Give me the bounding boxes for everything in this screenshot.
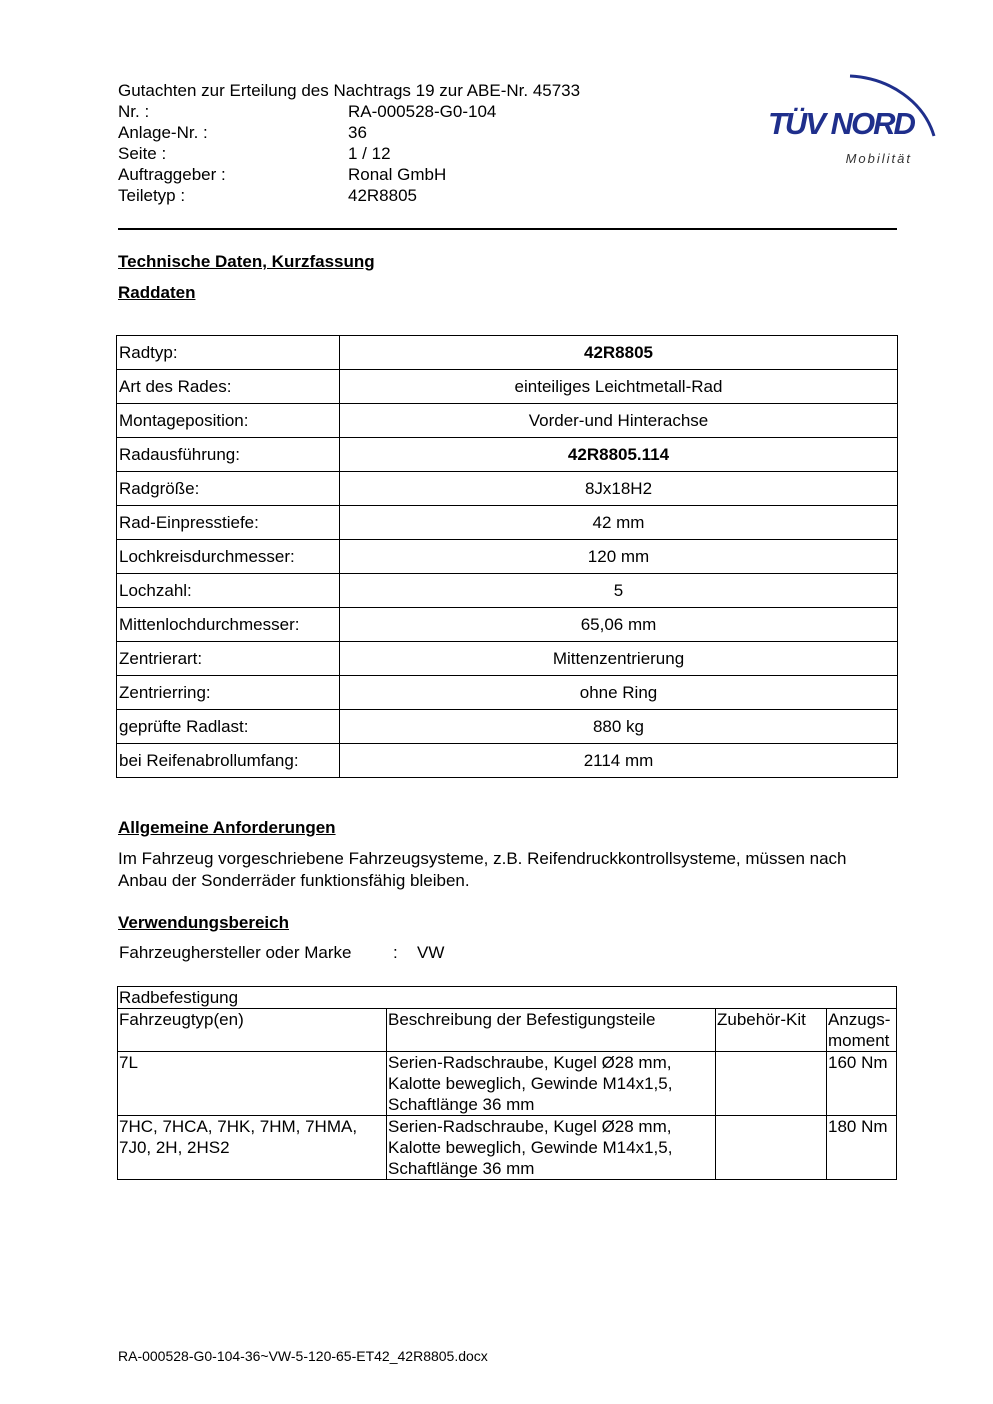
header-row-anlage (118, 122, 580, 143)
row-label: Lochzahl: (117, 574, 340, 608)
header-label: Seite : (118, 144, 167, 163)
row-value: 42 mm (340, 506, 898, 540)
row-value: 42R8805 (340, 336, 898, 370)
header-label: Nr. : (118, 102, 150, 121)
vehicle-type-cell: 7HC, 7HCA, 7HK, 7HM, 7HMA, 7J0, 2H, 2HS2 (118, 1116, 387, 1180)
header-label: Teiletyp : (118, 186, 186, 205)
header-label: Anlage-Nr. : (118, 123, 208, 142)
tuev-nord-logo (762, 56, 942, 172)
row-label: Radtyp: (117, 336, 340, 370)
row-value: 5 (340, 574, 898, 608)
table-row (117, 574, 898, 608)
row-value: Vorder-und Hinterachse (340, 404, 898, 438)
requirements-paragraph: Im Fahrzeug vorgeschriebene Fahrzeugsysteme, z.B. Reifendruckkontrollsysteme, müssen nach Anbau der Sonderräder funktionsfähig bleiben. (118, 849, 847, 890)
table-row (117, 472, 898, 506)
table-row (117, 540, 898, 574)
section-heading-technische-daten: Technische Daten, Kurzfassung (118, 252, 375, 271)
header-label: Auftraggeber : (118, 165, 226, 184)
table-header-row (118, 1009, 897, 1052)
description-cell: Serien-Radschraube, Kugel Ø28 mm, Kalotte beweglich, Gewinde M14x1,5, Schaftlänge 36 mm (387, 1052, 716, 1116)
row-value: 2114 mm (340, 744, 898, 778)
table-title-row (118, 987, 897, 1009)
maker-separator: : (393, 943, 398, 962)
section-heading-allgemeine-anforderungen: Allgemeine Anforderungen (118, 818, 336, 837)
row-value: 120 mm (340, 540, 898, 574)
row-label: Lochkreisdurchmesser: (117, 540, 340, 574)
row-value: 65,06 mm (340, 608, 898, 642)
logo-brand: TÜV NORD (768, 106, 914, 141)
maker-value: VW (417, 943, 445, 962)
vehicle-maker-line (119, 943, 444, 963)
header-value: 1 / 12 (348, 144, 391, 163)
row-value: 42R8805.114 (340, 438, 898, 472)
vehicle-type-cell: 7L (118, 1052, 387, 1116)
table-row (118, 1116, 897, 1180)
kit-cell (716, 1116, 827, 1180)
header-row-nr (118, 101, 580, 122)
row-label: Mittenlochdurchmesser: (117, 608, 340, 642)
header-divider (118, 228, 897, 230)
row-label: Rad-Einpresstiefe: (117, 506, 340, 540)
maker-label: Fahrzeughersteller oder Marke (119, 943, 352, 962)
row-label: Montageposition: (117, 404, 340, 438)
document-header (118, 80, 580, 206)
row-value: einteiliges Leichtmetall-Rad (340, 370, 898, 404)
table-row (117, 336, 898, 370)
column-header: Anzugs-moment (827, 1009, 897, 1052)
wheel-data-table (116, 335, 898, 778)
table-row (117, 744, 898, 778)
section-heading-verwendungsbereich: Verwendungsbereich (118, 913, 289, 932)
header-value: RA-000528-G0-104 (348, 102, 497, 121)
table-row (117, 438, 898, 472)
torque-cell: 160 Nm (827, 1052, 897, 1116)
row-value: ohne Ring (340, 676, 898, 710)
row-label: Zentrierring: (117, 676, 340, 710)
row-value: 8Jx18H2 (340, 472, 898, 506)
header-row-auftraggeber (118, 164, 580, 185)
table-title: Radbefestigung (118, 987, 897, 1009)
description-cell: Serien-Radschraube, Kugel Ø28 mm, Kalotte beweglich, Gewinde M14x1,5, Schaftlänge 36 mm (387, 1116, 716, 1180)
header-value: 42R8805 (348, 186, 418, 205)
table-row (117, 642, 898, 676)
wheel-fixing-table (117, 986, 897, 1180)
row-label: geprüfte Radlast: (117, 710, 340, 744)
torque-cell: 180 Nm (827, 1116, 897, 1180)
header-title: Gutachten zur Erteilung des Nachtrags 19 zur ABE-Nr. 45733 (118, 81, 581, 100)
header-value: Ronal GmbH (348, 165, 447, 184)
header-row-teiletyp (118, 185, 580, 206)
row-value: 880 kg (340, 710, 898, 744)
column-header: Fahrzeugtyp(en) (118, 1009, 387, 1052)
header-value: 36 (348, 123, 367, 142)
row-label: Radausführung: (117, 438, 340, 472)
table-row (117, 608, 898, 642)
section-heading-raddaten: Raddaten (118, 283, 196, 302)
column-header: Beschreibung der Befestigungsteile (387, 1009, 716, 1052)
table-row (117, 506, 898, 540)
table-row (117, 370, 898, 404)
row-label: Art des Rades: (117, 370, 340, 404)
row-label: Radgröße: (117, 472, 340, 506)
table-row (118, 1052, 897, 1116)
logo-subtitle: Mobilität (845, 151, 912, 166)
row-label: Zentrierart: (117, 642, 340, 676)
table-row (117, 404, 898, 438)
kit-cell (716, 1052, 827, 1116)
row-value: Mittenzentrierung (340, 642, 898, 676)
table-row (117, 710, 898, 744)
header-row-seite (118, 143, 580, 164)
column-header: Zubehör-Kit (716, 1009, 827, 1052)
table-row (117, 676, 898, 710)
row-label: bei Reifenabrollumfang: (117, 744, 340, 778)
footer-filename: RA-000528-G0-104-36~VW-5-120-65-ET42_42R8805.docx (118, 1348, 488, 1364)
